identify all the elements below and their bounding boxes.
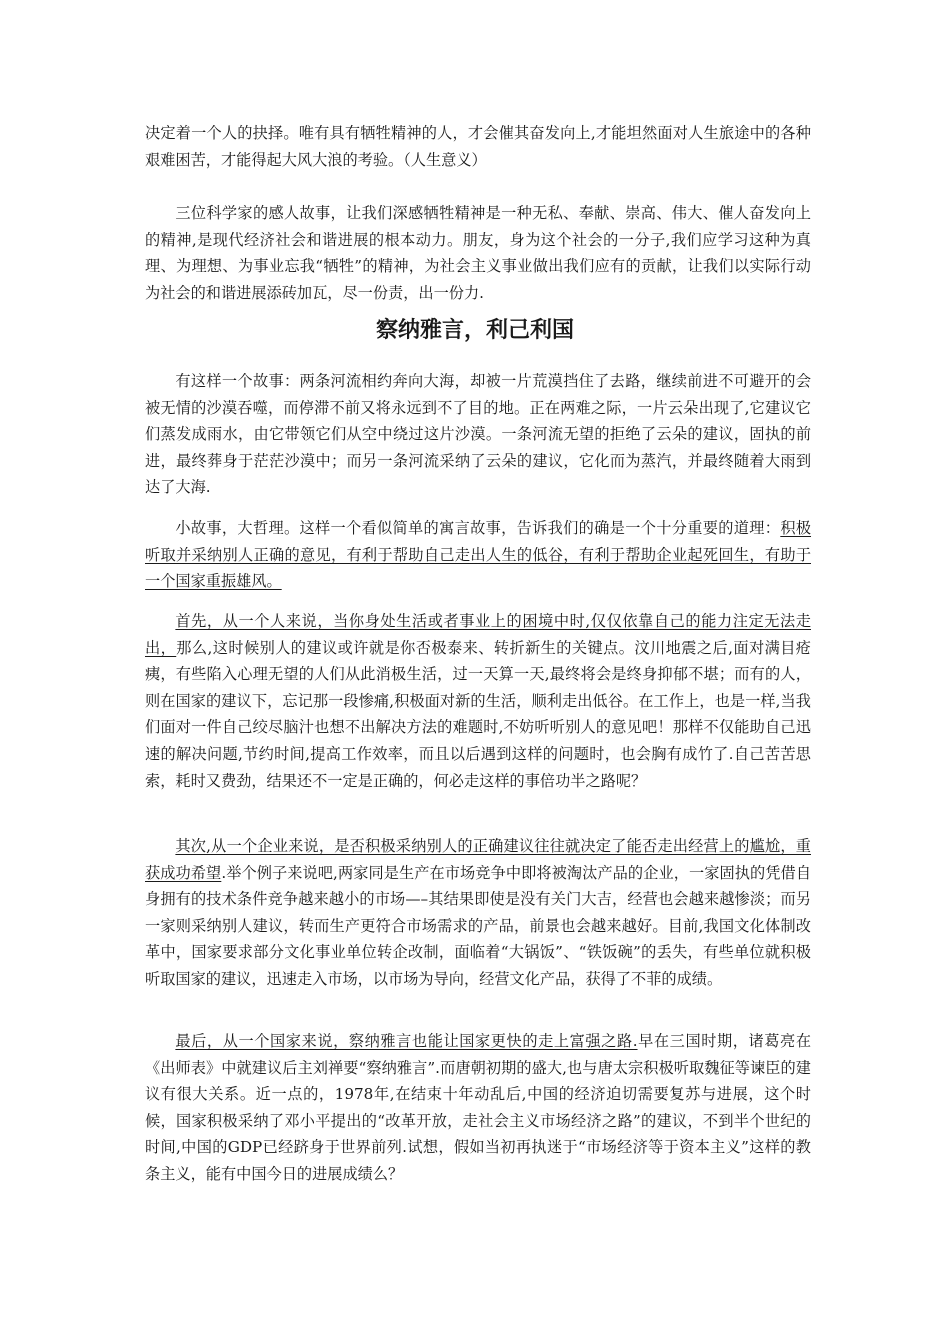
underlined-point-enterprise: 其次,从一个企业来说，是否积极采纳别人的正确建议往往就决定了能否走出经营上的尴尬，重获成功希望 [145,837,811,882]
paragraph-enterprise [145,833,811,993]
paragraph-text: 有这样一个故事：两条河流相约奔向大海，却被一片荒漠挡住了去路，继续前进不可避开的会被无情的沙漠吞噬，而停滞不前又将永远到不了目的地。正在两难之际，一片云朵出现了,它建议它们蒸发成雨水，由它带领它们从空中绕过这片沙漠。一条河流无望的拒绝了云朵的建议，固执的前进，最终葬身于茫茫沙漠中；而另一条河流采纳了云朵的建议，它化而为蒸汽，并最终随着大雨到达了大海. [145,372,811,497]
paragraph-text: 早在三国时期，诸葛亮在《出师表》中就建议后主刘禅要“察纳雅言”.而唐朝初期的盛大,也与唐太宗积极听取魏征等谏臣的建议有很大关系。近一点的，1978年,在结束十年动乱后,中国的经济迫切需要复苏与进展，这个时候，国家积极采纳了邓小平提出的“改革开放，走社会主义市场经济之路”的建议，不到半个世纪的时间,中国的GDP已经跻身于世界前列.试想，假如当初再执迷于“市场经济等于资本主义”这样的教条主义，能有中国今日的进展成绩么？ [145,1032,812,1183]
paragraph-text: .举个例子来说吧,两家同是生产在市场竞争中即将被淘汰产品的企业，一家固执的凭借自身拥有的技术条件竞争越来越小的市场—–其结果即使是没有关门大吉，经营也会越来越惨淡；而另一家则采纳别人建议，转而生产更符合市场需求的产品，前景也会越来越好。目前,我国文化体制改革中，国家要求部分文化事业单位转企改制，面临着“大锅饭”、“铁饭碗”的丢失，有些单位就积极听取国家的建议，迅速走入市场，以市场为导向，经营文化产品，获得了不菲的成绩。 [145,863,812,988]
paragraph-moral [145,515,811,595]
underlined-thesis: 积极听取并采纳别人正确的意见，有利于帮助自己走出人生的低谷，有利于帮助企业起死回生，有助于一个国家重振雄风。 [145,519,812,591]
paragraph-river-story [145,368,811,501]
paragraph-individual [145,608,811,794]
paragraph-life-meaning [145,120,811,173]
underlined-point-individual: 首先，从一个人来说，当你身处生活或者事业上的困境中时,仅仅依靠自己的能力注定无法走出， [145,612,811,657]
essay-title: 察纳雅言，利己利国 [375,317,574,343]
underlined-point-nation: 最后，从一个国家来说，察纳雅言也能让国家更快的走上富强之路. [175,1032,638,1050]
paragraph-nation [145,1028,811,1188]
paragraph-scientists-summary [145,200,811,306]
paragraph-lead-text: 小故事，大哲理。这样一个看似简单的寓言故事，告诉我们的确是一个十分重要的道理： [175,519,781,537]
paragraph-text: 三位科学家的感人故事，让我们深感牺牲精神是一种无私、奉献、崇高、伟大、催人奋发向上的精神,是现代经济社会和谐进展的根本动力。朋友，身为这个社会的一分子,我们应学习这种为真理、为理想、为事业忘我“牺牲”的精神，为社会主义事业做出我们应有的贡献，让我们以实际行动为社会的和谐进展添砖加瓦，尽一份责，出一份力. [145,204,811,302]
paragraph-text: 那么,这时候别人的建议或许就是你否极泰来、转折新生的关键点。汶川地震之后,面对满目疮痍，有些陷入心理无望的人们从此消极生活，过一天算一天,最终将会是终身抑郁不堪；而有的人，则在国家的建议下，忘记那一段惨痛,积极面对新的生活，顺利走出低谷。在工作上，也是一样,当我们面对一件自己绞尽脑汁也想不出解决方法的难题时,不妨听听别人的意见吧！那样不仅能助自己迅速的解决问题,节约时间,提高工作效率，而且以后遇到这样的问题时，也会胸有成竹了.自己苦苦思索，耗时又费劲，结果还不一定是正确的，何必走这样的事倍功半之路呢？ [145,638,811,790]
paragraph-text: 决定着一个人的抉择。唯有具有牺牲精神的人，才会催其奋发向上,才能坦然面对人生旅途中的各种艰难困苦，才能得起大风大浪的考验。（人生意义） [145,124,811,169]
